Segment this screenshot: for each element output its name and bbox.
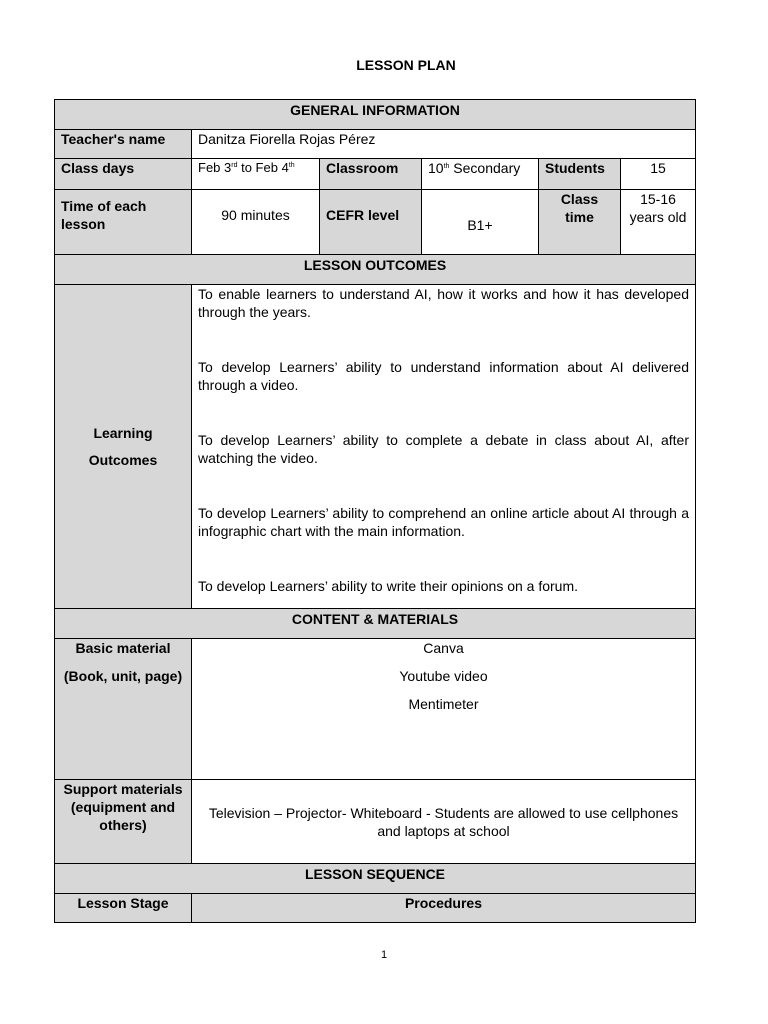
lesson-sequence-heading: LESSON SEQUENCE — [55, 864, 696, 894]
classroom-label: Classroom — [320, 159, 422, 190]
document-title: LESSON PLAN — [356, 57, 456, 73]
general-information-header-row — [55, 100, 696, 130]
class-time-value: 15-16 years old — [621, 190, 696, 255]
support-materials-row — [55, 780, 696, 864]
lesson-outcomes-heading: LESSON OUTCOMES — [55, 255, 696, 285]
class-days-label: Class days — [55, 159, 192, 190]
cefr-level-label: CEFR level — [320, 190, 422, 255]
basic-material-row — [55, 639, 696, 780]
outcome-item: To develop Learners’ ability to write their opinions on a forum. — [198, 578, 579, 594]
time-of-lesson-label: Time of each lesson — [55, 190, 192, 255]
general-information-heading: GENERAL INFORMATION — [55, 100, 696, 130]
material-item: Youtube video — [399, 668, 488, 684]
outcome-item: To develop Learners’ ability to comprehend an online article about AI through a infographic chart with the main information. — [198, 505, 689, 539]
sequence-columns-row — [55, 894, 696, 923]
cefr-level-value: B1+ — [422, 190, 539, 255]
learning-outcomes-label: Learning Outcomes — [55, 285, 192, 609]
lesson-sequence-header-row — [55, 864, 696, 894]
teacher-name-label: Teacher's name — [55, 130, 192, 159]
time-row — [55, 190, 696, 255]
teacher-name-value: Danitza Fiorella Rojas Pérez — [192, 130, 696, 159]
lesson-plan-table — [54, 99, 696, 923]
basic-material-list — [192, 639, 696, 780]
support-materials-value: Television – Projector- Whiteboard - Students are allowed to use cellphones and laptops at school — [192, 780, 696, 864]
outcome-item: To develop Learners’ ability to understand information about AI delivered through a video. — [198, 359, 689, 393]
time-of-lesson-value: 90 minutes — [192, 190, 320, 255]
procedures-header: Procedures — [192, 894, 696, 923]
class-days-value: Feb 3rd to Feb 4th — [192, 159, 320, 190]
students-value: 15 — [621, 159, 696, 190]
content-materials-heading: CONTENT & MATERIALS — [55, 609, 696, 639]
classroom-value: 10th Secondary — [422, 159, 539, 190]
material-item: Mentimeter — [408, 696, 479, 712]
material-item: Canva — [423, 640, 464, 656]
outcome-item: To enable learners to understand AI, how it works and how it has developed through the years. — [198, 286, 689, 320]
teacher-row — [55, 130, 696, 159]
class-days-row — [55, 159, 696, 190]
students-label: Students — [539, 159, 621, 190]
class-time-label: Class time — [539, 190, 621, 255]
lesson-stage-header: Lesson Stage — [55, 894, 192, 923]
page-number: 1 — [380, 949, 388, 961]
learning-outcomes-list — [192, 285, 696, 609]
lesson-outcomes-header-row — [55, 255, 696, 285]
content-materials-header-row — [55, 609, 696, 639]
outcome-item: To develop Learners’ ability to complete a debate in class about AI, after watching the video. — [198, 432, 689, 466]
basic-material-label: Basic material (Book, unit, page) — [55, 639, 192, 780]
learning-outcomes-row — [55, 285, 696, 609]
support-materials-label: Support materials (equipment and others) — [55, 780, 192, 864]
